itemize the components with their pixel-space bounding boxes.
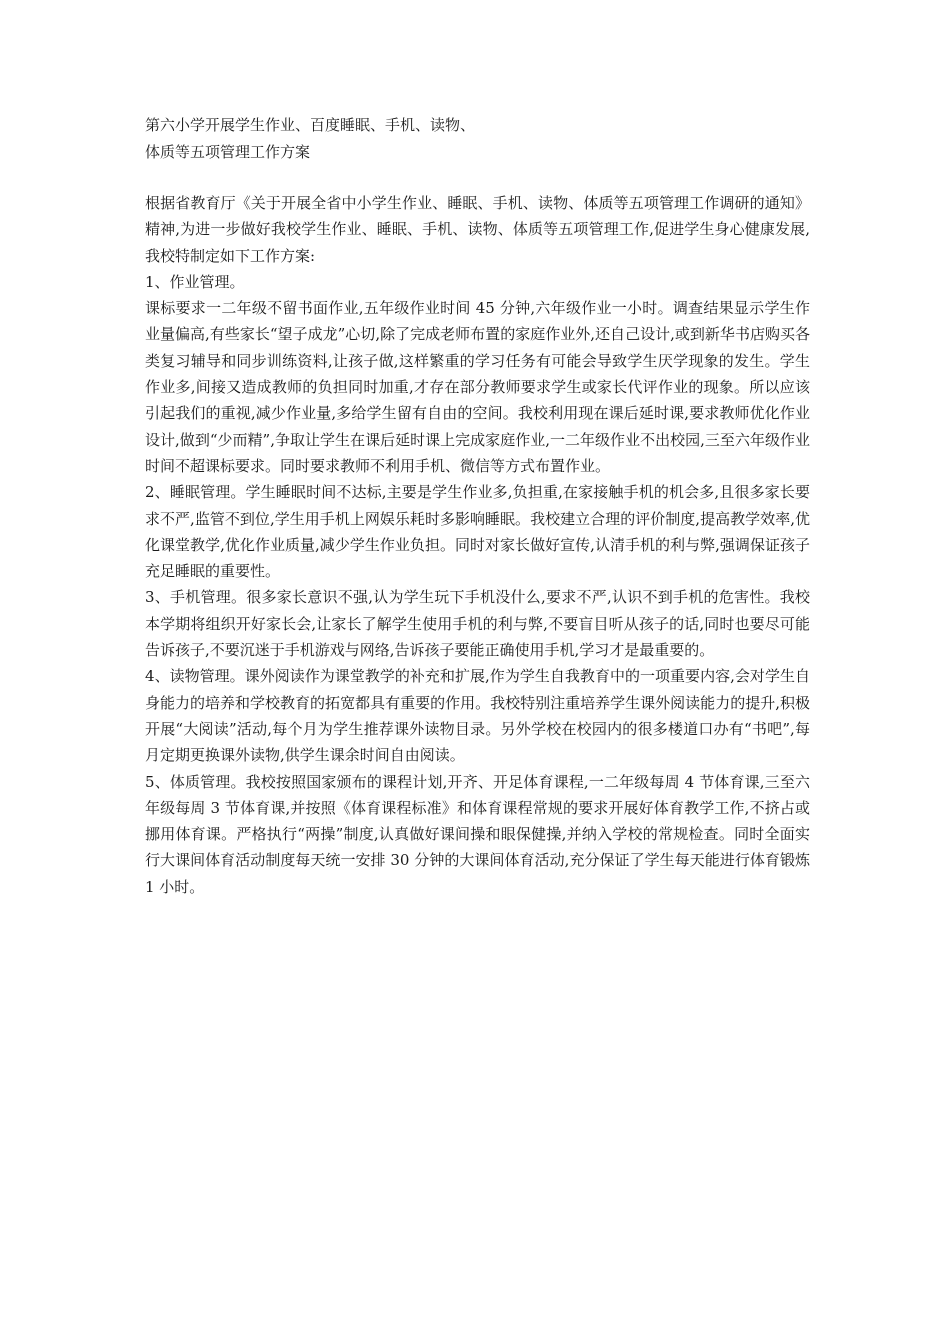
- section-2-sleep: 2、睡眠管理。学生睡眠时间不达标,主要是学生作业多,负担重,在家接触手机的机会多,且很多家长要求不严,监管不到位,学生用手机上网娱乐耗时多影响睡眠。我校建立合理的评价制度,提高教学效率,优化课堂教学,优化作业质量,减少学生作业负担。同时对家长做好宣传,认清手机的利与弊,强调保证孩子充足睡眠的重要性。: [145, 483, 810, 581]
- title-line-2: 体质等五项管理工作方案: [145, 143, 311, 161]
- section-1-heading: 1、作业管理。: [145, 272, 245, 291]
- title-line-1: 第六小学开展学生作业、百度睡眠、手机、读物、: [145, 116, 476, 134]
- document-page: [145, 112, 810, 900]
- intro-paragraph: 根据省教育厅《关于开展全省中小学生作业、睡眠、手机、读物、体质等五项管理工作调研的通知》精神,为进一步做好我校学生作业、睡眠、手机、读物、体质等五项管理工作,促进学生身心健康发展,我校特制定如下工作方案:: [145, 194, 810, 265]
- section-1-body: 课标要求一二年级不留书面作业,五年级作业时间 45 分钟,六年级作业一小时。调查结果显示学生作业量偏高,有些家长“望子成龙”心切,除了完成老师布置的家庭作业外,还自己设计,或到新华书店购买各类复习辅导和同步训练资料,让孩子做,这样繁重的学习任务有可能会导致学生厌学现象的发生。学生作业多,间接又造成教师的负担同时加重,才存在部分教师要求学生或家长代评作业的现象。所以应该引起我们的重视,减少作业量,多给学生留有自由的空间。我校利用现在课后延时课,要求教师优化作业设计,做到“少而精”,争取让学生在课后延时课上完成家庭作业,一二年级作业不出校园,三至六年级作业时间不超课标要求。同时要求教师不利用手机、微信等方式布置作业。: [145, 299, 810, 475]
- section-5-physique: 5、体质管理。我校按照国家颁布的课程计划,开齐、开足体育课程,一二年级每周 4 节体育课,三至六年级每周 3 节体育课,并按照《体育课程标准》和体育课程常规的要求开展好体育教学工作,不挤占或挪用体育课。严格执行“两操”制度,认真做好课间操和眼保健操,并纳入学校的常规检查。同时全面实行大课间体育活动制度每天统一安排 30 分钟的大课间体育活动,充分保证了学生每天能进行体育锻炼 1 小时。: [145, 772, 810, 896]
- document-title: [145, 112, 810, 166]
- section-4-reading: 4、读物管理。课外阅读作为课堂教学的补充和扩展,作为学生自我教育中的一项重要内容,会对学生自身能力的培养和学校教育的拓宽都具有重要的作用。我校特别注重培养学生课外阅读能力的提升,积极开展“大阅读”活动,每个月为学生推荐课外读物目录。另外学校在校园内的很多楼道口办有“书吧”,每月定期更换课外读物,供学生课余时间自由阅读。: [145, 667, 810, 765]
- section-3-phone: 3、手机管理。很多家长意识不强,认为学生玩下手机没什么,要求不严,认识不到手机的危害性。我校本学期将组织开好家长会,让家长了解学生使用手机的利与弊,不要盲目听从孩子的话,同时也要尽可能告诉孩子,不要沉迷于手机游戏与网络,告诉孩子要能正确使用手机,学习才是最重要的。: [145, 588, 810, 660]
